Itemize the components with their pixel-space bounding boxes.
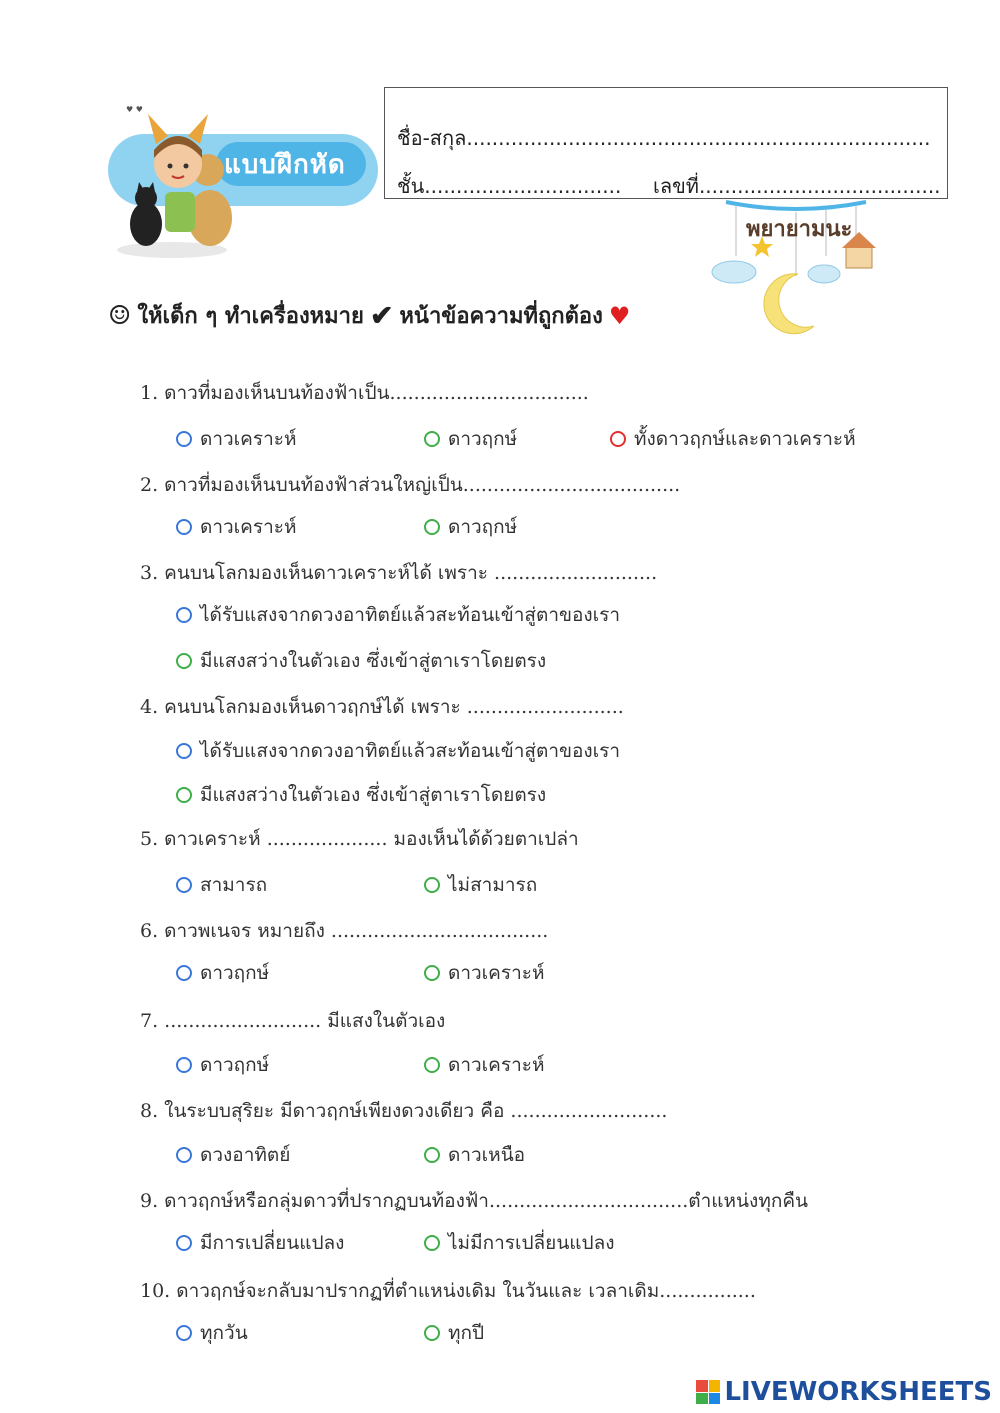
svg-text:♥ ♥: ♥ ♥ [126,105,143,114]
moon-mobile-decoration [706,196,886,336]
question-8: 8. ในระบบสุริยะ มีดาวฤกษ์เพียงดวงเดียว คือ .......................... [140,1100,668,1122]
radio-circle-icon[interactable] [176,787,192,803]
question-5: 5. ดาวเคราะห์ .................... มองเห็นได้ด้วยตาเปล่า [140,828,579,850]
q4-option-1[interactable]: ได้รับแสงจากดวงอาทิตย์แล้วสะท้อนเข้าสู่ตาของเรา [176,736,620,766]
heart-icon: ♥ [608,301,631,330]
radio-circle-icon[interactable] [424,519,440,535]
instruction-text-after: หน้าข้อความที่ถูกต้อง [399,303,603,329]
liveworksheets-grid-icon [696,1380,720,1404]
q3-option-1[interactable]: ได้รับแสงจากดวงอาทิตย์แล้วสะท้อนเข้าสู่ตาของเรา [176,600,620,630]
q5-option-1[interactable]: สามารถ [176,870,267,900]
radio-circle-icon[interactable] [424,1325,440,1341]
radio-circle-icon[interactable] [176,965,192,981]
student-number-field[interactable]: เลขที่...................................... [653,174,941,198]
q4-option-2[interactable]: มีแสงสว่างในตัวเอง ซึ่งเข้าสู่ตาเราโดยตรง [176,780,546,810]
effort-text: พยายามนะ [746,217,853,242]
q3-option-2[interactable]: มีแสงสว่างในตัวเอง ซึ่งเข้าสู่ตาเราโดยตรง [176,646,546,676]
question-4: 4. คนบนโลกมองเห็นดาวฤกษ์ได้ เพราะ .......................... [140,696,624,718]
radio-circle-icon[interactable] [176,877,192,893]
name-field[interactable]: ชื่อ-สกุล......................................................................... [397,126,931,150]
radio-circle-icon[interactable] [176,653,192,669]
radio-circle-icon[interactable] [176,1057,192,1073]
instruction-line [108,298,630,333]
radio-circle-icon[interactable] [424,965,440,981]
radio-circle-icon[interactable] [176,1325,192,1341]
q9-option-2[interactable]: ไม่มีการเปลี่ยนแปลง [424,1228,615,1258]
student-info-box [384,87,948,199]
q7-option-2[interactable]: ดาวเคราะห์ [424,1050,544,1080]
question-2: 2. ดาวที่มองเห็นบนท้องฟ้าส่วนใหญ่เป็น.................................... [140,474,681,496]
q6-option-1[interactable]: ดาวฤกษ์ [176,958,269,988]
radio-circle-icon[interactable] [176,1147,192,1163]
q1-option-1[interactable]: ดาวเคราะห์ [176,424,296,454]
question-9: 9. ดาวฤกษ์หรือกลุ่มดาวที่ปรากฏบนท้องฟ้า.................................ตำแหน่งทุกคืน [140,1190,809,1212]
smile-icon: ☺ [108,300,132,331]
q9-option-1[interactable]: มีการเปลี่ยนแปลง [176,1228,344,1258]
radio-circle-icon[interactable] [176,1235,192,1251]
radio-circle-icon[interactable] [424,877,440,893]
radio-circle-icon[interactable] [610,431,626,447]
q2-option-1[interactable]: ดาวเคราะห์ [176,512,296,542]
question-3: 3. คนบนโลกมองเห็นดาวเคราะห์ได้ เพราะ ........................... [140,562,658,584]
logo-text: LIVEWORKSHEETS [724,1377,992,1407]
class-field[interactable]: ชั้น............................... [397,174,622,198]
q8-option-2[interactable]: ดาวเหนือ [424,1140,525,1170]
q6-option-2[interactable]: ดาวเคราะห์ [424,958,544,988]
q7-option-1[interactable]: ดาวฤกษ์ [176,1050,269,1080]
radio-circle-icon[interactable] [176,431,192,447]
check-icon: ✔ [369,299,394,332]
radio-circle-icon[interactable] [424,1147,440,1163]
radio-circle-icon[interactable] [176,519,192,535]
radio-circle-icon[interactable] [424,1235,440,1251]
question-10: 10. ดาวฤกษ์จะกลับมาปรากฏที่ตำแหน่งเดิม ในวันและ เวลาเดิม................ [140,1280,756,1302]
question-1: 1. ดาวที่มองเห็นบนท้องฟ้าเป็น................................. [140,382,589,404]
instruction-text-before: ให้เด็ก ๆ ทำเครื่องหมาย [137,303,364,329]
radio-circle-icon[interactable] [176,607,192,623]
radio-circle-icon[interactable] [424,431,440,447]
q1-option-2[interactable]: ดาวฤกษ์ [424,424,517,454]
question-6: 6. ดาวพเนจร หมายถึง .................................... [140,920,549,942]
question-7: 7. .......................... มีแสงในตัวเอง [140,1010,446,1032]
badge-title: แบบฝึกหัด [224,150,346,180]
q10-option-2[interactable]: ทุกปี [424,1318,484,1348]
q5-option-2[interactable]: ไม่สามารถ [424,870,537,900]
radio-circle-icon[interactable] [424,1057,440,1073]
q2-option-2[interactable]: ดาวฤกษ์ [424,512,517,542]
q8-option-1[interactable]: ดวงอาทิตย์ [176,1140,290,1170]
liveworksheets-logo[interactable] [696,1377,992,1407]
q10-option-1[interactable]: ทุกวัน [176,1318,248,1348]
radio-circle-icon[interactable] [176,743,192,759]
q1-option-3[interactable]: ทั้งดาวฤกษ์และดาวเคราะห์ [610,424,856,454]
kids-illustration [110,100,240,260]
